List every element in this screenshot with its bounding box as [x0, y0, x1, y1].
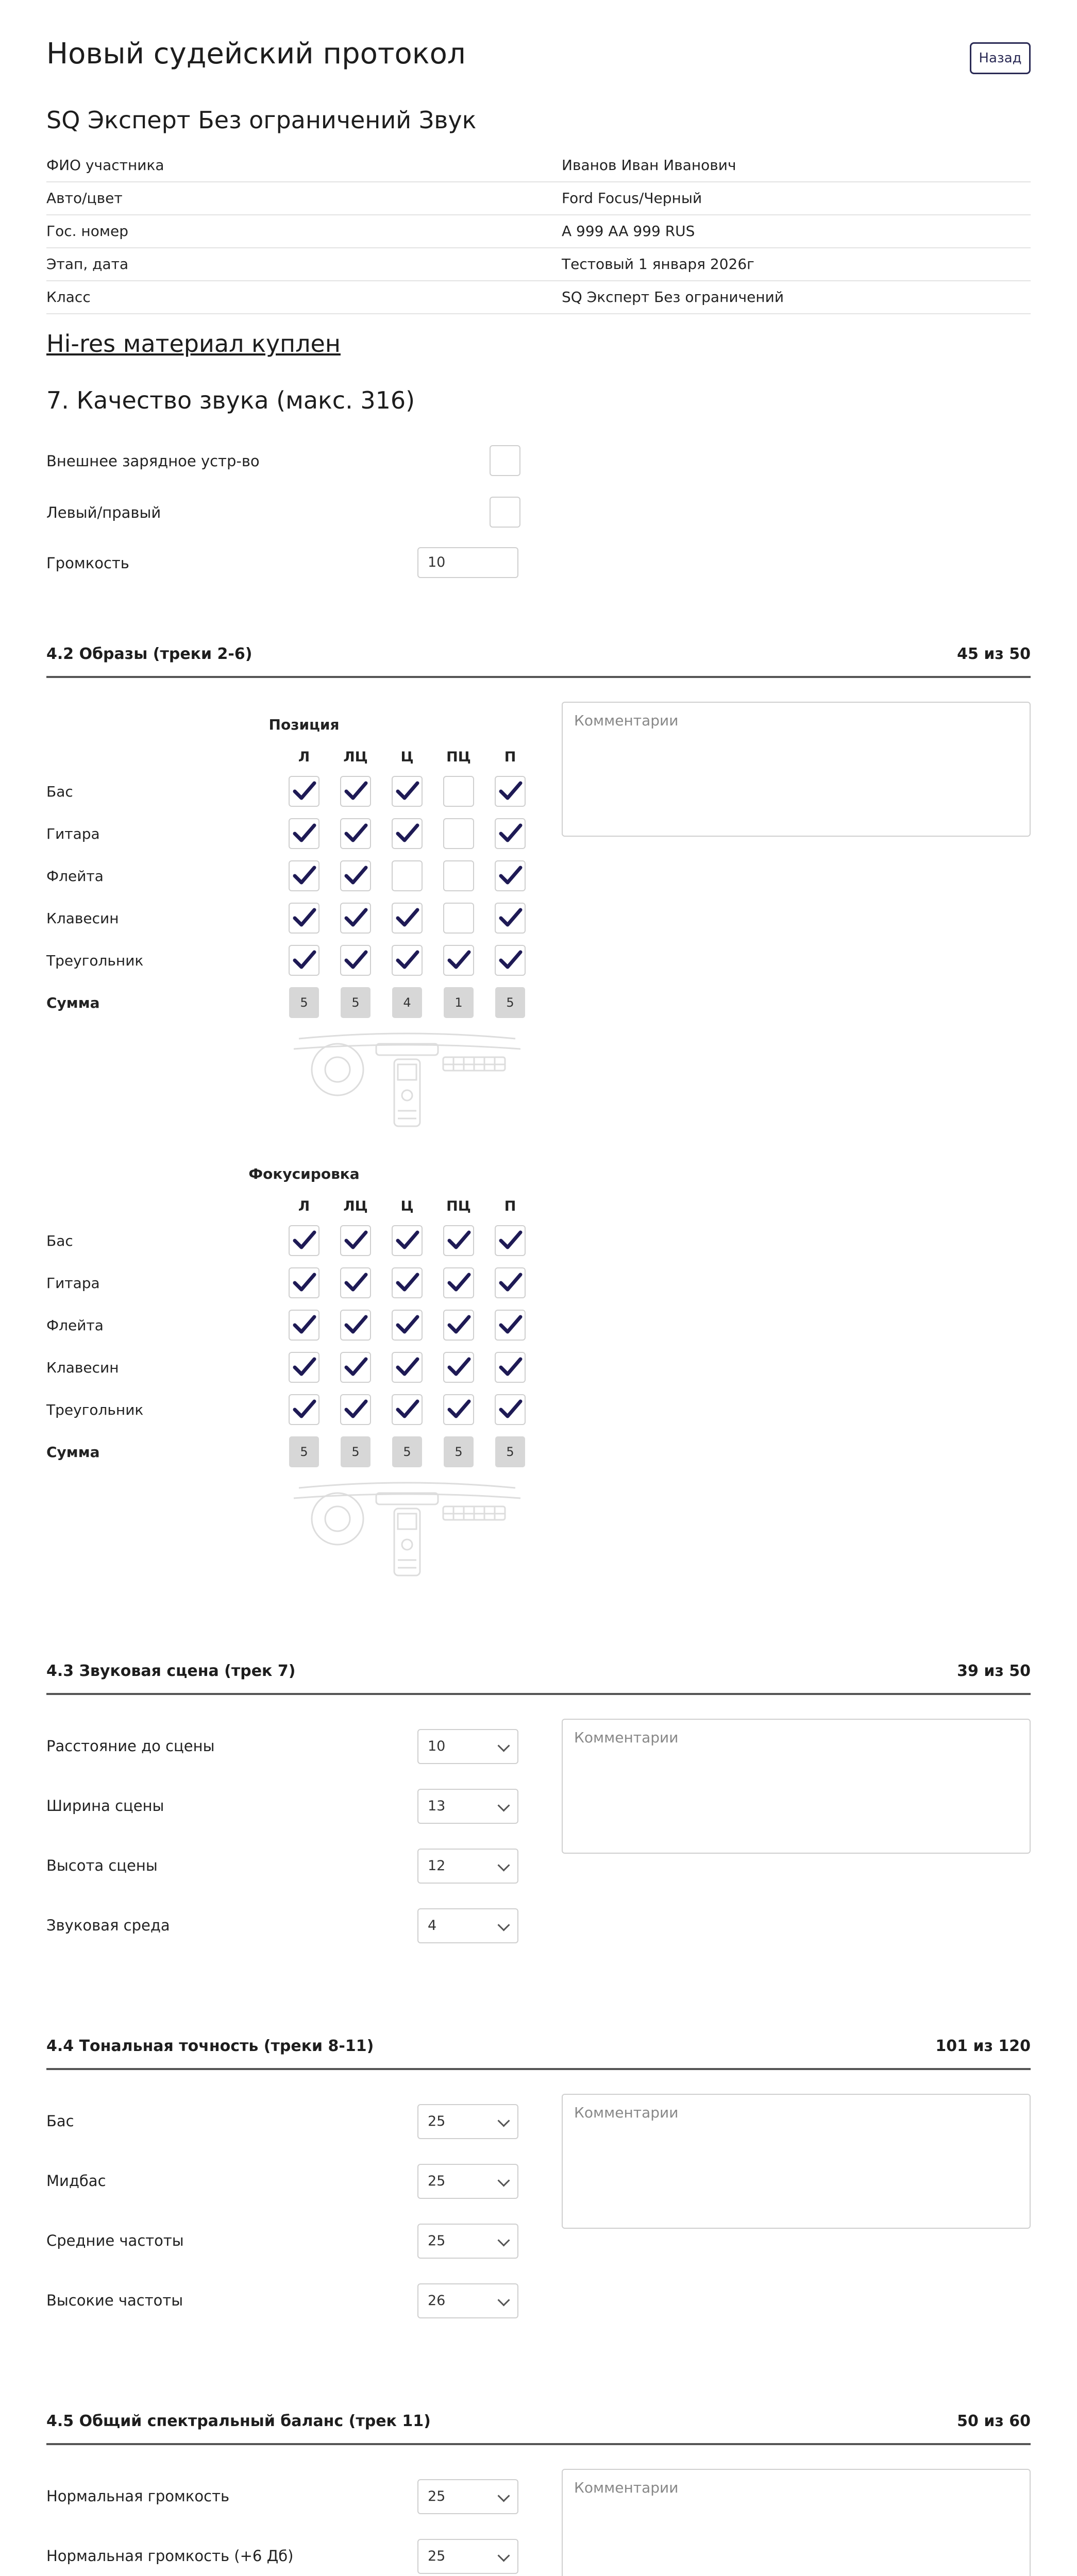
external-charger-checkbox[interactable] — [490, 445, 520, 476]
score-label: Нормальная громкость — [46, 2487, 230, 2505]
instrument-label: Гитара — [46, 1275, 100, 1292]
info-label: Класс — [46, 289, 91, 306]
checkbox-checked[interactable] — [289, 1310, 319, 1341]
checkbox-checked[interactable] — [340, 903, 371, 934]
section-score: 39 из 50 — [957, 1662, 1031, 1680]
checkbox-checked[interactable] — [495, 1394, 526, 1425]
score-select-value: 25 — [428, 2113, 446, 2129]
checkbox-unchecked[interactable] — [392, 860, 423, 891]
info-row — [46, 148, 1031, 182]
score-select-value: 25 — [428, 2548, 446, 2564]
column-header: Л — [298, 749, 310, 765]
checkbox-checked[interactable] — [443, 1267, 474, 1298]
instrument-label: Клавесин — [46, 910, 119, 927]
page-title: Новый судейский протокол — [46, 37, 466, 71]
car-interior-diagram — [289, 1478, 526, 1583]
checkbox-checked[interactable] — [495, 818, 526, 849]
section-score: 50 из 60 — [957, 2412, 1031, 2430]
checkbox-checked[interactable] — [392, 1225, 423, 1256]
info-value: Иванов Иван Иванович — [562, 157, 736, 174]
chevron-down-icon — [497, 2114, 510, 2127]
checkbox-checked[interactable] — [495, 1352, 526, 1383]
score-select[interactable] — [417, 1908, 518, 1943]
column-header: Л — [298, 1198, 310, 1214]
chevron-down-icon — [497, 1919, 510, 1931]
section-title: 4.5 Общий спектральный баланс (трек 11) — [46, 2412, 431, 2430]
checkbox-checked[interactable] — [443, 945, 474, 976]
checkbox-checked[interactable] — [392, 945, 423, 976]
column-header: ПЦ — [446, 749, 471, 765]
checkbox-checked[interactable] — [495, 1267, 526, 1298]
checkbox-checked[interactable] — [495, 903, 526, 934]
checkbox-checked[interactable] — [495, 860, 526, 891]
instrument-label: Флейта — [46, 1317, 104, 1334]
score-label: Мидбас — [46, 2172, 106, 2190]
info-value: Тестовый 1 января 2026г — [562, 256, 754, 273]
score-select[interactable] — [417, 2164, 518, 2199]
info-label: Гос. номер — [46, 223, 128, 240]
quality-title: 7. Качество звука (макс. 316) — [46, 386, 415, 414]
checkbox-checked[interactable] — [392, 1310, 423, 1341]
sum-value: 4 — [392, 987, 422, 1018]
info-value: SQ Эксперт Без ограничений — [562, 289, 784, 306]
section-4-2-score: 45 из 50 — [957, 645, 1031, 663]
score-label: Звуковая среда — [46, 1917, 170, 1934]
instrument-label: Треугольник — [46, 1401, 144, 1418]
checkbox-checked[interactable] — [340, 945, 371, 976]
car-interior-diagram — [289, 1028, 526, 1133]
checkbox-checked[interactable] — [392, 818, 423, 849]
info-row — [46, 247, 1031, 281]
external-charger-label: Внешнее зарядное устр-во — [46, 452, 260, 470]
column-header: ЛЦ — [343, 749, 368, 765]
divider — [46, 676, 1031, 678]
info-row — [46, 214, 1031, 248]
checkbox-checked[interactable] — [289, 860, 319, 891]
sum-value: 5 — [341, 1436, 371, 1467]
chevron-down-icon — [497, 2294, 510, 2306]
checkbox-checked[interactable] — [443, 1225, 474, 1256]
chevron-down-icon — [497, 1739, 510, 1752]
checkbox-checked[interactable] — [289, 818, 319, 849]
sum-value: 5 — [341, 987, 371, 1018]
checkbox-checked[interactable] — [289, 1352, 319, 1383]
score-label: Нормальная громкость (+6 Дб) — [46, 2547, 294, 2565]
checkbox-checked[interactable] — [340, 1267, 371, 1298]
checkbox-checked[interactable] — [495, 776, 526, 807]
score-select[interactable] — [417, 2104, 518, 2139]
checkbox-checked[interactable] — [340, 1352, 371, 1383]
info-label: Этап, дата — [46, 256, 129, 273]
score-select[interactable] — [417, 2539, 518, 2574]
info-row — [46, 280, 1031, 314]
checkbox-checked[interactable] — [495, 1225, 526, 1256]
checkbox-checked[interactable] — [392, 903, 423, 934]
column-header: ПЦ — [446, 1198, 471, 1214]
sum-label: Сумма — [46, 994, 100, 1011]
checkbox-checked[interactable] — [340, 1225, 371, 1256]
score-select[interactable] — [417, 2479, 518, 2514]
section-4-2-title: 4.2 Образы (треки 2-6) — [46, 645, 253, 663]
checkbox-unchecked[interactable] — [443, 903, 474, 934]
sum-value: 5 — [495, 987, 525, 1018]
checkbox-checked[interactable] — [340, 1394, 371, 1425]
checkbox-checked[interactable] — [392, 776, 423, 807]
checkbox-checked[interactable] — [443, 1352, 474, 1383]
column-header: ЛЦ — [343, 1198, 368, 1214]
score-select[interactable] — [417, 2283, 518, 2318]
checkbox-checked[interactable] — [289, 903, 319, 934]
score-label: Ширина сцены — [46, 1797, 164, 1815]
score-select[interactable] — [417, 1849, 518, 1884]
instrument-label: Флейта — [46, 868, 104, 885]
sum-value: 5 — [444, 1436, 474, 1467]
column-header: П — [504, 749, 516, 765]
sum-value: 5 — [392, 1436, 422, 1467]
sum-value: 5 — [495, 1436, 525, 1467]
chevron-down-icon — [497, 2234, 510, 2246]
instrument-label: Гитара — [46, 825, 100, 842]
info-label: ФИО участника — [46, 157, 164, 174]
chevron-down-icon — [497, 1859, 510, 1871]
checkbox-checked[interactable] — [289, 1394, 319, 1425]
checkbox-checked[interactable] — [289, 776, 319, 807]
checkbox-unchecked[interactable] — [443, 818, 474, 849]
instrument-label: Бас — [46, 1232, 73, 1249]
divider — [46, 2443, 1031, 2445]
instrument-label: Бас — [46, 783, 73, 800]
checkbox-unchecked[interactable] — [443, 860, 474, 891]
score-label: Бас — [46, 2112, 74, 2130]
score-select-value: 26 — [428, 2293, 446, 2309]
checkbox-checked[interactable] — [340, 860, 371, 891]
info-label: Авто/цвет — [46, 190, 123, 207]
score-label: Расстояние до сцены — [46, 1737, 215, 1755]
score-label: Высокие частоты — [46, 2292, 183, 2309]
chevron-down-icon — [497, 2489, 510, 2502]
score-select[interactable] — [417, 1729, 518, 1764]
section-title: 4.4 Тональная точность (треки 8-11) — [46, 2037, 374, 2055]
score-select-value: 10 — [428, 1738, 446, 1754]
section-title: 4.3 Звуковая сцена (трек 7) — [46, 1662, 296, 1680]
instrument-label: Треугольник — [46, 952, 144, 969]
column-header: Ц — [400, 1198, 414, 1214]
focus-title: Фокусировка — [248, 1165, 360, 1182]
checkbox-checked[interactable] — [340, 776, 371, 807]
back-button[interactable]: Назад — [970, 42, 1031, 74]
checkbox-checked[interactable] — [392, 1352, 423, 1383]
checkbox-checked[interactable] — [443, 1394, 474, 1425]
info-value: Ford Focus/Черный — [562, 190, 702, 207]
left-right-label: Левый/правый — [46, 504, 161, 521]
score-select-value: 4 — [428, 1918, 437, 1934]
sum-value: 5 — [289, 987, 319, 1018]
comment-field[interactable]: Комментарии — [562, 1719, 1031, 1854]
score-select-value: 12 — [428, 1858, 446, 1874]
divider — [46, 2068, 1031, 2070]
sum-label: Сумма — [46, 1444, 100, 1461]
checkbox-checked[interactable] — [340, 1310, 371, 1341]
score-select-value: 25 — [428, 2233, 446, 2249]
comment-field[interactable]: Комментарии — [562, 2094, 1031, 2229]
instrument-label: Клавесин — [46, 1359, 119, 1376]
left-right-checkbox[interactable] — [490, 497, 520, 528]
score-label: Средние частоты — [46, 2232, 184, 2249]
hires-link[interactable]: Hi-res материал куплен — [46, 330, 341, 358]
sum-value: 1 — [444, 987, 474, 1018]
score-select-value: 25 — [428, 2488, 446, 2504]
comment-4-2[interactable]: Комментарии — [562, 702, 1031, 837]
volume-input[interactable]: 10 — [417, 547, 518, 578]
chevron-down-icon — [497, 2549, 510, 2562]
section-score: 101 из 120 — [935, 2037, 1031, 2055]
checkbox-checked[interactable] — [495, 945, 526, 976]
info-value: A 999 AA 999 RUS — [562, 223, 695, 240]
checkbox-checked[interactable] — [289, 945, 319, 976]
volume-label: Громкость — [46, 554, 129, 572]
checkbox-checked[interactable] — [443, 1310, 474, 1341]
checkbox-checked[interactable] — [340, 818, 371, 849]
score-select-value: 25 — [428, 2173, 446, 2189]
comment-field[interactable]: Комментарии — [562, 2469, 1031, 2576]
checkbox-checked[interactable] — [392, 1267, 423, 1298]
checkbox-checked[interactable] — [392, 1394, 423, 1425]
class-title: SQ Эксперт Без ограничений Звук — [46, 106, 477, 134]
checkbox-checked[interactable] — [495, 1310, 526, 1341]
checkbox-checked[interactable] — [289, 1267, 319, 1298]
chevron-down-icon — [497, 2174, 510, 2187]
column-header: П — [504, 1198, 516, 1214]
checkbox-checked[interactable] — [289, 1225, 319, 1256]
score-select[interactable] — [417, 2224, 518, 2259]
score-select[interactable] — [417, 1789, 518, 1824]
position-title: Позиция — [268, 716, 340, 733]
column-header: Ц — [400, 749, 414, 765]
sum-value: 5 — [289, 1436, 319, 1467]
chevron-down-icon — [497, 1799, 510, 1811]
score-label: Высота сцены — [46, 1857, 158, 1874]
divider — [46, 1693, 1031, 1695]
info-row — [46, 181, 1031, 215]
score-select-value: 13 — [428, 1798, 446, 1814]
checkbox-unchecked[interactable] — [443, 776, 474, 807]
